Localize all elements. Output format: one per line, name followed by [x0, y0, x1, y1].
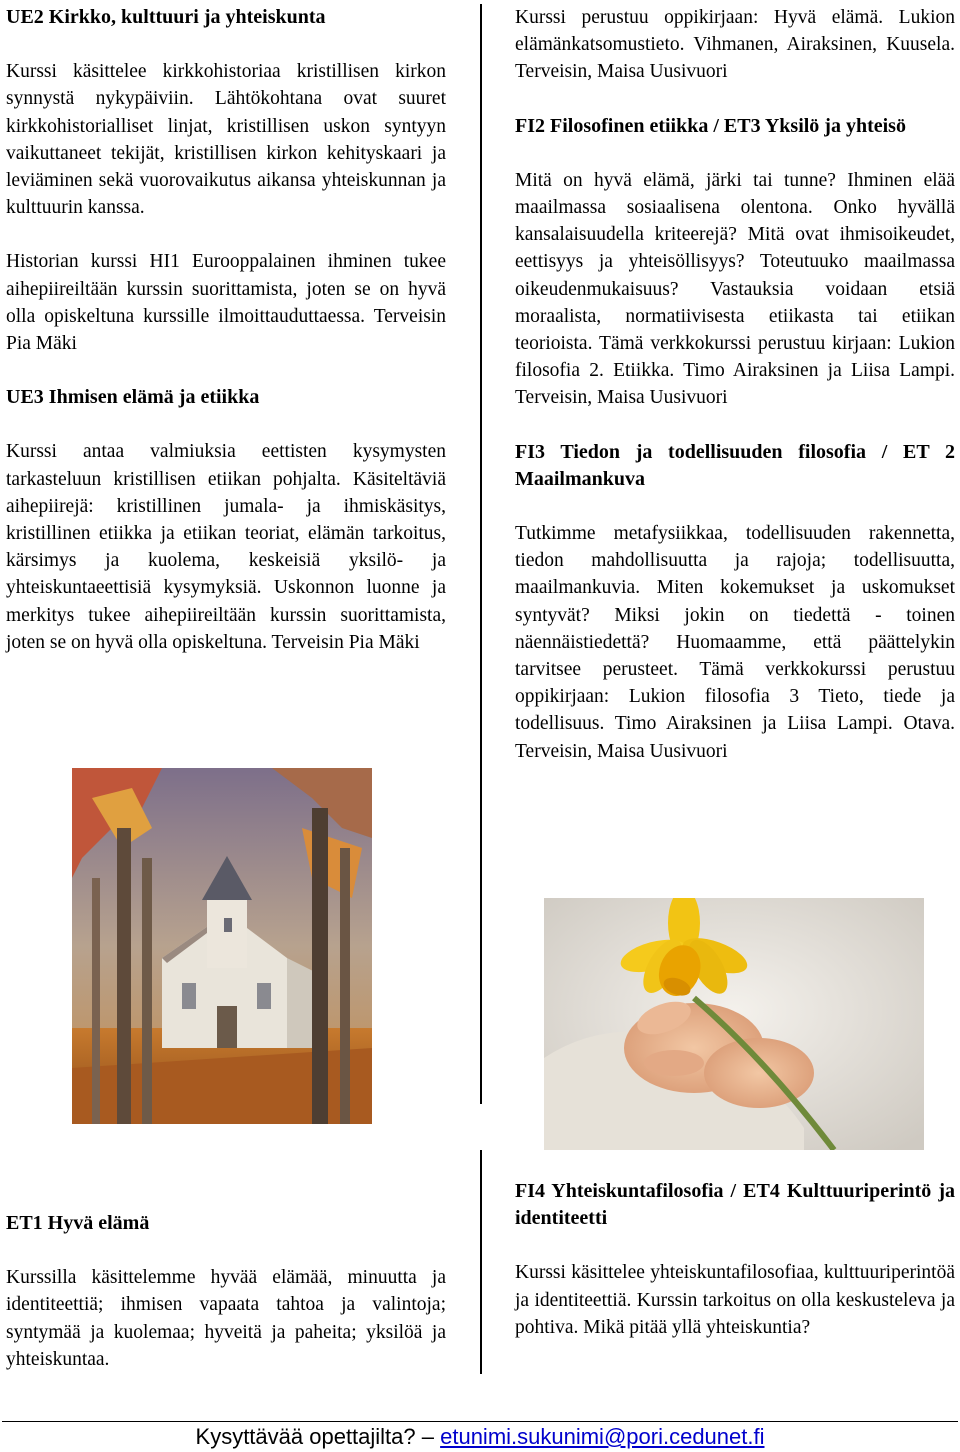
footer-question: Kysyttävää opettajilta? –: [195, 1424, 441, 1449]
fi1-course-book: Kurssi perustuu oppikirjaan: Hyvä elämä. Lukion elämänkatsomustieto. Vihmanen, Airaksinen, Kuusela. Terveisin, Maisa Uusivuori: [515, 7, 955, 83]
et1-heading: ET1 Hyvä elämä: [6, 1212, 150, 1234]
left-bottom-column: [6, 1210, 446, 1373]
column-divider-bottom: [480, 1150, 482, 1374]
footer: [0, 1424, 960, 1450]
fi2-body: Mitä on hyvä elämä, järki tai tunne? Ihminen elää maailmassa sosiaalisena olentona. Onko hyvällä kansalaisuudella kriteerejä? Mitä ovat ihmisoikeudet, eettisyys ja yhteisöllisyys? Toteutuuko maailmassa oikeudenmukaisuus? Vastauksia voidaan etsiä moraalista, normatiivisesta etiikasta tai etiikan teorioista. Tämä verkkokurssi perustuu kirjaan: Lukion filosofia 2. Etiikka. Timo Airaksinen ja Liisa Lampi. Terveisin, Maisa Uusivuori: [515, 169, 955, 409]
ue2-body-1: Kurssi käsittelee kirkkohistoriaa kristillisen kirkon synnystä nykypäiviin. Lähtökohtana ovat suuret kirkkohistorialliset linjat, kristillisen uskon syntyyn vaikuttaneet tekijät, kristillisen kirkon kehityskaari ja leviäminen sekä vuorovaikutus aikansa yhteiskunnan ja kulttuurin kanssa.: [6, 61, 446, 219]
column-divider-top: [480, 4, 482, 1104]
left-top-column: [6, 4, 446, 656]
et1-body: Kurssilla käsittelemme hyvää elämää, minuutta ja identiteettiä; ihmisen vapaata tahtoa ja valintoja; syntymää ja kuolemaa; hyveitä ja paheita; yksilöä ja yhteiskuntaa.: [6, 1267, 446, 1370]
church-illustration: [72, 768, 372, 1124]
fi3-heading: FI3 Tiedon ja todellisuuden filosofia / ET 2 Maailmankuva: [515, 440, 955, 490]
contact-email-link[interactable]: etunimi.sukunimi@pori.cedunet.fi: [440, 1424, 765, 1449]
fi4-body: Kurssi käsittelee yhteiskuntafilosofiaa, kulttuuriperintöä ja identiteettiä. Kurssin tarkoitus on olla keskusteleva ja pohtiva. Mikä pitää yllä yhteiskuntia?: [515, 1262, 955, 1338]
right-bottom-column: [515, 1178, 955, 1341]
footer-rule: [2, 1421, 958, 1422]
ue2-body-2: Historian kurssi HI1 Eurooppalainen ihminen tukee aihepiireiltään kurssin suorittamista, joten se on hyvä olla opiskeltuna kurssille ilmoittauduttaessa. Terveisin Pia Mäki: [6, 251, 446, 355]
right-top-column: [515, 4, 955, 765]
ue2-heading: UE2 Kirkko, kulttuuri ja yhteiskunta: [6, 6, 326, 28]
fi4-heading: FI4 Yhteiskuntafilosofia / ET4 Kulttuuriperintö ja identiteetti: [515, 1180, 955, 1230]
fi3-body: Tutkimme metafysiikkaa, todellisuuden rakennetta, tiedon mahdollisuutta ja rajoja; todellisuutta, maailmankuvia. Miten kokemukset ja uskomukset syntyvät? Miksi jokin on tiedettä - toinen näennäistiedettä? Huomaamme, että päättelykin tarvitsee perusteet. Tämä verkkokurssi perustuu oppikirjaan: Lukion filosofia 3 Tieto, tiede ja todellisuus. Timo Airaksinen ja Liisa Lampi. Otava. Terveisin, Maisa Uusivuori: [515, 523, 955, 762]
daffodil-photo: [544, 898, 924, 1150]
ue3-heading: UE3 Ihmisen elämä ja etiikka: [6, 386, 260, 409]
fi2-heading: FI2 Filosofinen etiikka / ET3 Yksilö ja yhteisö: [515, 114, 906, 137]
ue3-body: Kurssi antaa valmiuksia eettisten kysymysten tarkasteluun kristillisen etiikan pohjalta. Käsiteltäviä aihepiirejä: kristillinen jumala- ja ihmiskäsitys, kristillinen etiikka ja etiikan teoriat, elämän tarkoitus, kärsimys ja kuolema, keskeisiä yksilö- ja yhteiskuntaeettisiä kysymyksiä. Uskonnon luonne ja merkitys tukee aihepiireiltään kurssin suorittamista, joten se on hyvä olla opiskeltuna. Terveisin Pia Mäki: [6, 441, 446, 653]
